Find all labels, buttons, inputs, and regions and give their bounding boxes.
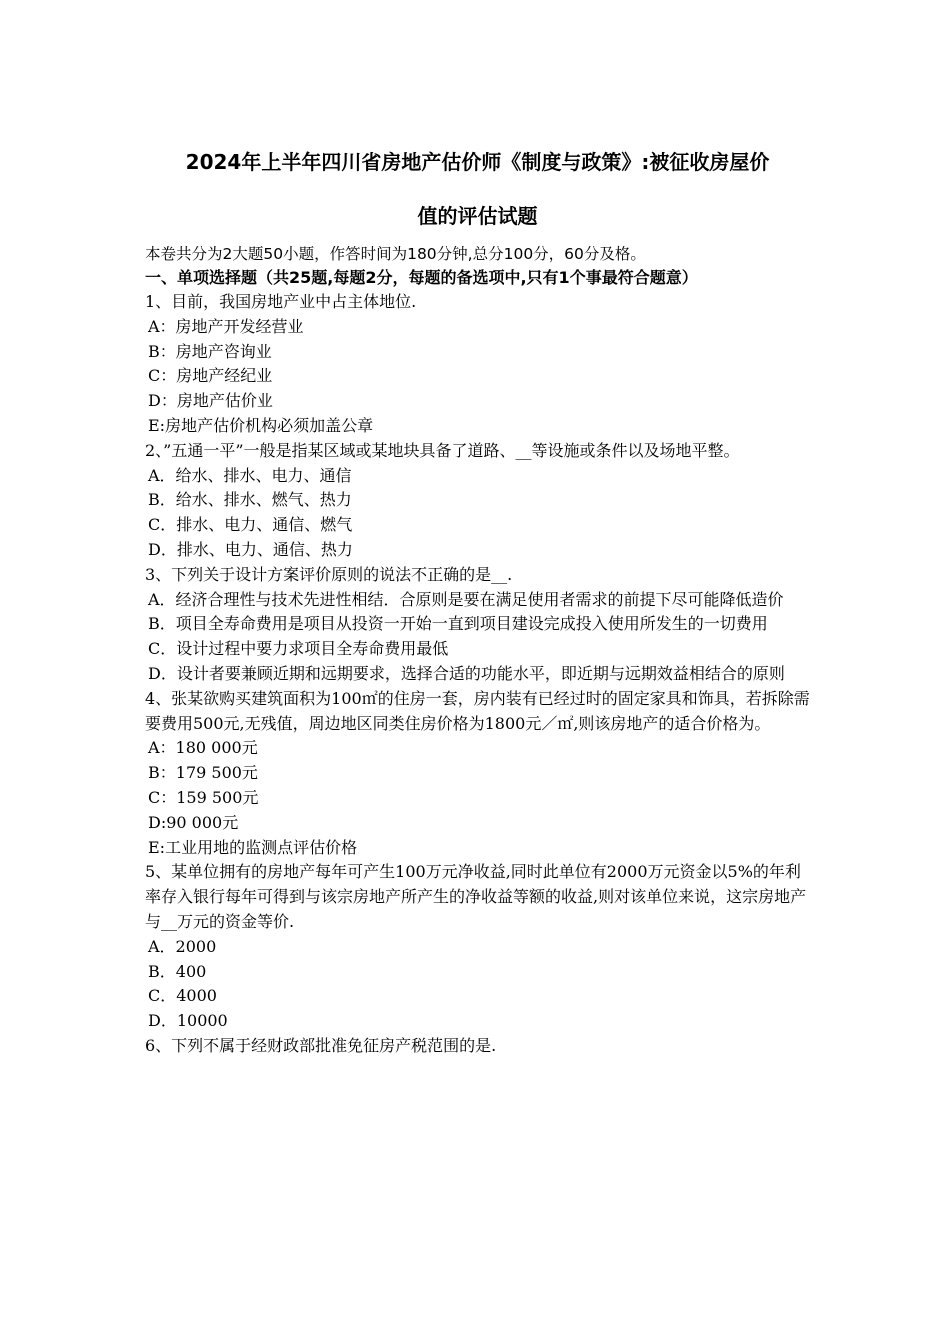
option-b: B：房地产咨询业: [148, 341, 272, 361]
option-c: C．排水、电力、通信、燃气: [148, 515, 353, 535]
document-title: [145, 148, 810, 230]
question-4: [145, 687, 810, 861]
question-3: [145, 563, 810, 687]
question-stem: 2、”五通一平”一般是指某区域或某地块具备了道路、__等设施或条件以及场地平整。: [145, 440, 740, 460]
option-d: D：房地产估价业: [148, 391, 273, 411]
question-list: [145, 290, 810, 1059]
document-page: [145, 148, 810, 1059]
option-b: B．400: [148, 961, 207, 981]
question-6: [145, 1034, 810, 1059]
option-b: B．给水、排水、燃气、热力: [148, 490, 352, 510]
title-line-2: 值的评估试题: [417, 204, 538, 228]
question-stem: 4、张某欲购买建筑面积为100㎡的住房一套，房内装有已经过时的固定家具和饰具，若拆除需要费用500元,无残值，周边地区同类住房价格为1800元／㎡,则该房地产的适合价格为。: [145, 688, 810, 733]
option-b: B：179 500元: [148, 763, 258, 783]
option-a: A：180 000元: [148, 738, 258, 758]
option-d: D．排水、电力、通信、热力: [148, 539, 353, 559]
section-title: 一、单项选择题（共25题,每题2分，每题的备选项中,只有1个事最符合题意）: [145, 268, 698, 287]
title-line-1: 2024年上半年四川省房地产估价师《制度与政策》:被征收房屋价: [185, 150, 770, 174]
option-e: E:房地产估价机构必须加盖公章: [148, 415, 374, 435]
option-c: C：159 500元: [148, 787, 259, 807]
option-d: D:90 000元: [148, 812, 239, 832]
exam-intro: 本卷共分为2大题50小题，作答时间为180分钟,总分100分，60分及格。: [145, 245, 646, 263]
option-a: A．给水、排水、电力、通信: [148, 465, 352, 485]
option-c: C．设计过程中要力求项目全寿命费用最低: [148, 639, 449, 659]
option-b: B．项目全寿命费用是项目从投资一开始一直到项目建设完成投入使用所发生的一切费用: [148, 614, 768, 634]
question-2: [145, 439, 810, 563]
question-stem: 1、目前，我国房地产业中占主体地位.: [145, 292, 417, 311]
question-stem: 3、下列关于设计方案评价原则的说法不正确的是__.: [145, 564, 513, 584]
option-c: C．4000: [148, 986, 217, 1006]
option-a: A：房地产开发经营业: [148, 316, 304, 336]
option-d: D．设计者要兼顾近期和远期要求，选择合适的功能水平，即近期与远期效益相结合的原则: [148, 663, 785, 683]
question-1: [145, 290, 810, 439]
option-d: D．10000: [148, 1011, 228, 1031]
option-c: C：房地产经纪业: [148, 366, 273, 386]
option-a: A．经济合理性与技术先进性相结．合原则是要在满足使用者需求的前提下尽可能降低造价: [148, 589, 784, 609]
question-stem: 6、下列不属于经财政部批准免征房产税范围的是.: [145, 1035, 497, 1055]
question-stem: 5、某单位拥有的房地产每年可产生100万元净收益,同时此单位有2000万元资金以5%的年利率存入银行每年可得到与该宗房地产所产生的净收益等额的收益,则对该单位来说，这宗房地产与__万元的资金等价.: [145, 862, 807, 931]
option-e: E:工业用地的监测点评估价格: [148, 837, 358, 857]
question-5: [145, 860, 810, 1034]
option-a: A．2000: [148, 936, 217, 956]
